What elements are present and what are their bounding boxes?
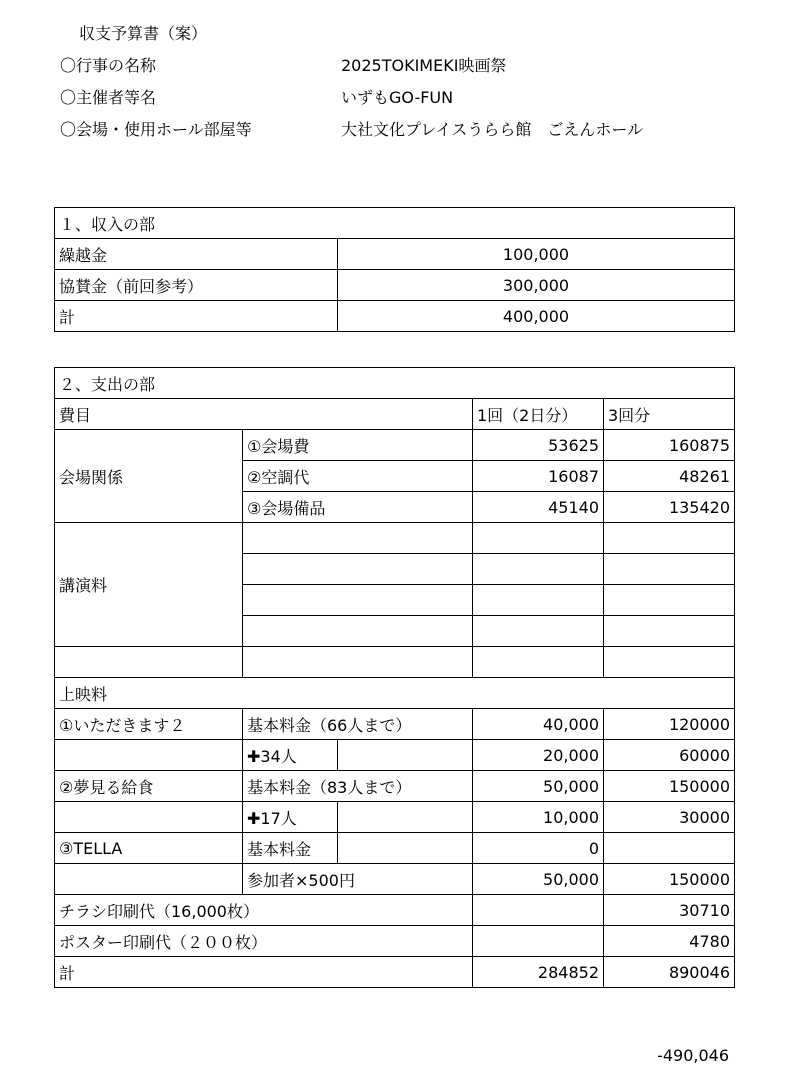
venue-once: 53625 [473, 430, 604, 461]
flyer-label: チラシ印刷代（16,000枚） [55, 895, 473, 926]
income-amount: 300,000 [338, 270, 735, 301]
table-row [55, 270, 735, 301]
film-name: ③TELLA [55, 833, 243, 864]
expense-heading: ２、支出の部 [55, 368, 735, 399]
table-row [55, 523, 735, 554]
table-row [55, 678, 735, 709]
organizer-value: いずもGO-FUN [341, 88, 454, 107]
venue-label: 〇会場・使用ホール部屋等 [60, 120, 252, 139]
col-header-item: 費目 [55, 399, 473, 430]
base-fee-label: 基本料金 [243, 833, 338, 864]
venue-once: 16087 [473, 461, 604, 492]
table-row [55, 647, 735, 678]
venue-once: 45140 [473, 492, 604, 523]
plus-icon: ✚ [247, 746, 261, 766]
poster-three: 4780 [604, 926, 735, 957]
income-total-amount: 400,000 [338, 301, 735, 332]
base-fee-label: 基本料金（66人まで） [243, 709, 473, 740]
base-fee-label: 基本料金（83人まで） [243, 771, 473, 802]
income-amount: 100,000 [338, 239, 735, 270]
expense-total-once: 284852 [473, 957, 604, 988]
flyer-three: 30710 [604, 895, 735, 926]
extra-fee-three: 60000 [604, 740, 735, 771]
base-fee-once: 0 [473, 833, 604, 864]
income-total-label: 計 [55, 301, 338, 332]
col-header-once: 1回（2日分） [473, 399, 604, 430]
participant-fee-once: 50,000 [473, 864, 604, 895]
table-row [55, 895, 735, 926]
venue-three: 160875 [604, 430, 735, 461]
extra-fee-three: 30000 [604, 802, 735, 833]
plus-icon: ✚ [247, 808, 261, 828]
expense-total-three: 890046 [604, 957, 735, 988]
event-name-value: 2025TOKIMEKI映画祭 [341, 56, 507, 75]
income-heading-row [55, 208, 735, 239]
table-row [55, 864, 735, 895]
base-fee-three [604, 833, 735, 864]
document-title: 収支予算書（案） [79, 24, 208, 43]
expense-table [54, 367, 735, 988]
film-name: ①いただきます２ [55, 709, 243, 740]
extra-fee-once: 20,000 [473, 740, 604, 771]
venue-three: 48261 [604, 461, 735, 492]
venue-three: 135420 [604, 492, 735, 523]
participant-fee-three: 150000 [604, 864, 735, 895]
table-row [55, 740, 735, 771]
poster-label: ポスター印刷代（２００枚） [55, 926, 473, 957]
organizer-label: 〇主催者等名 [60, 88, 157, 107]
income-heading: １、収入の部 [55, 208, 735, 239]
expense-header-row [55, 399, 735, 430]
venue-item: ③会場備品 [243, 492, 473, 523]
event-name-label: 〇行事の名称 [60, 56, 157, 75]
film-name: ②夢見る給食 [55, 771, 243, 802]
table-row [55, 802, 735, 833]
venue-value: 大社文化プレイスうらら館 ごえんホール [341, 120, 644, 139]
lecture-category: 講演料 [55, 523, 243, 647]
expense-total-label: 計 [55, 957, 473, 988]
net-balance: -490,046 [657, 1046, 729, 1065]
table-row [55, 833, 735, 864]
table-row [55, 301, 735, 332]
extra-fee-once: 10,000 [473, 802, 604, 833]
base-fee-three: 120000 [604, 709, 735, 740]
col-header-three: 3回分 [604, 399, 735, 430]
table-row [55, 239, 735, 270]
table-row [55, 926, 735, 957]
base-fee-once: 40,000 [473, 709, 604, 740]
extra-fee-label: ✚34人 [243, 740, 338, 771]
base-fee-three: 150000 [604, 771, 735, 802]
participant-fee-label: 参加者×500円 [243, 864, 473, 895]
screening-heading: 上映料 [55, 678, 735, 709]
income-label: 協賛金（前回参考） [55, 270, 338, 301]
venue-category: 会場関係 [55, 430, 243, 523]
table-row [55, 957, 735, 988]
venue-item: ②空調代 [243, 461, 473, 492]
income-label: 繰越金 [55, 239, 338, 270]
table-row [55, 430, 735, 461]
base-fee-once: 50,000 [473, 771, 604, 802]
table-row [55, 709, 735, 740]
table-row [55, 771, 735, 802]
income-table [54, 207, 735, 332]
extra-fee-label: ✚17人 [243, 802, 338, 833]
venue-item: ①会場費 [243, 430, 473, 461]
